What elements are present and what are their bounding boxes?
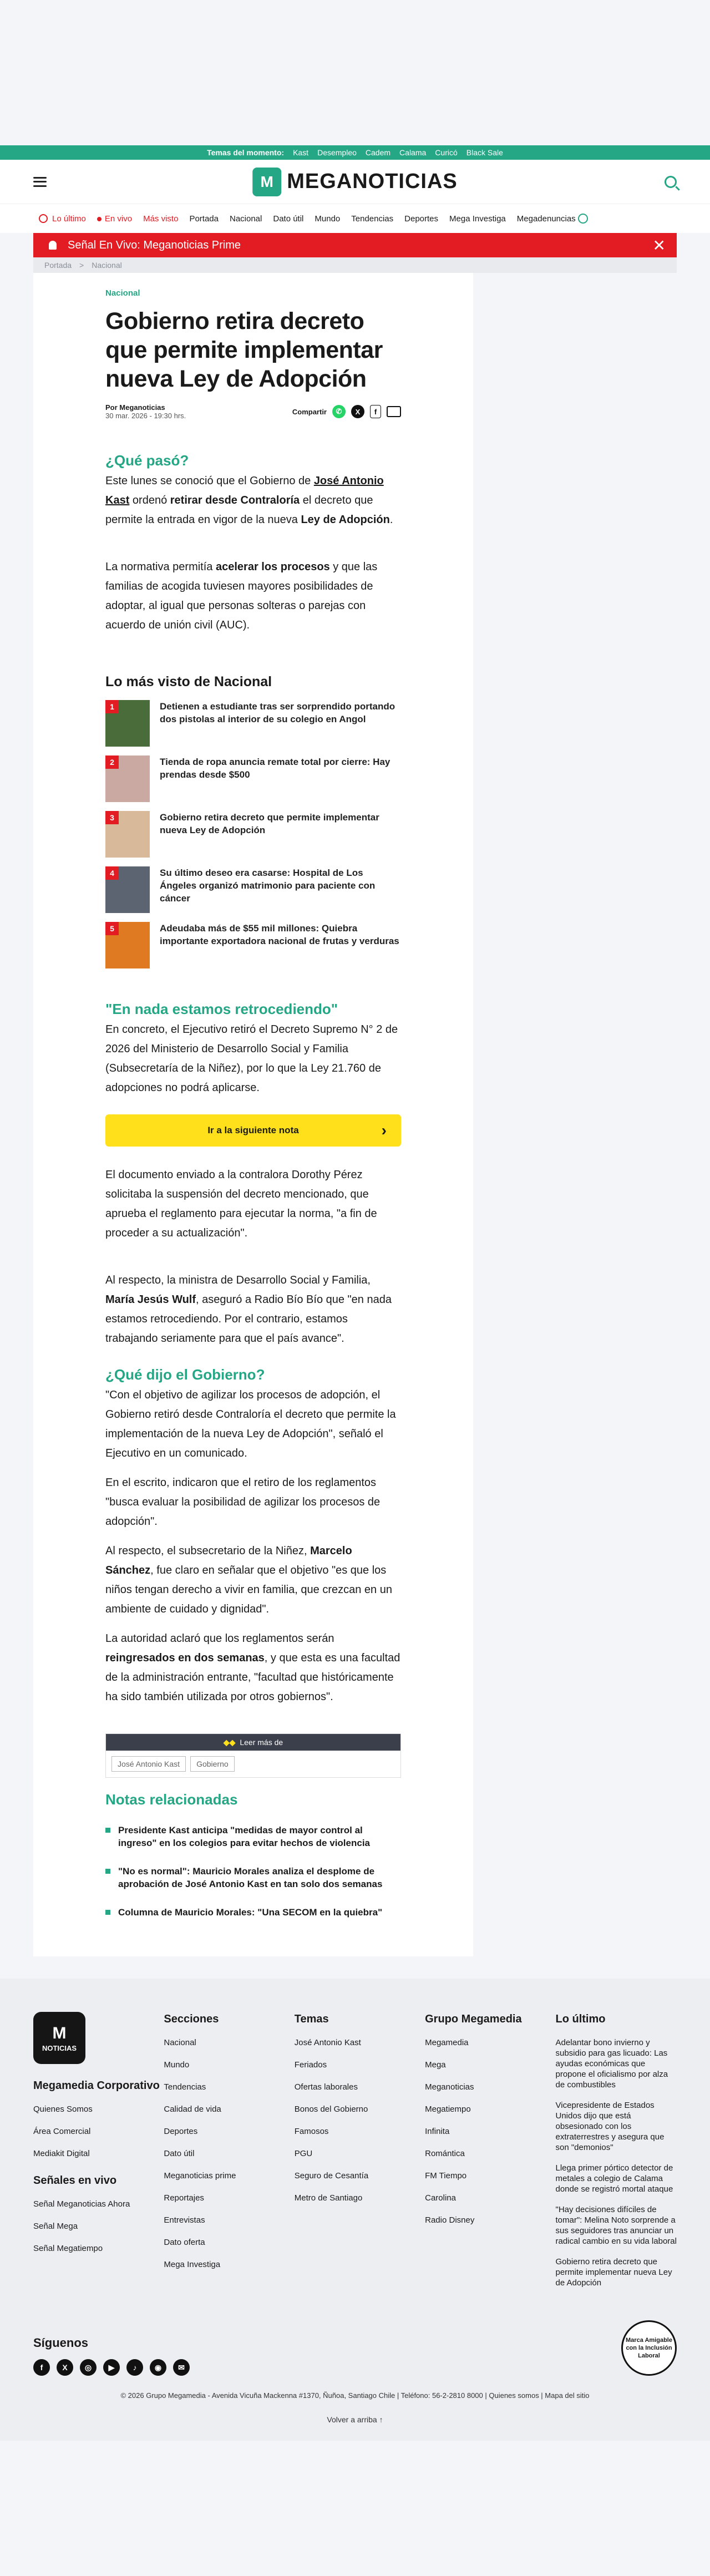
live-signal-bar[interactable] [33,233,677,257]
footer-link[interactable]: Calidad de vida [164,2105,221,2114]
related-notes [105,1791,401,1919]
paragraph: Al respecto, la ministra de Desarrollo Social y Familia, María Jesús Wulf, aseguró a Radio Bío Bío que "en nada estamos retrocediendo. Por el contrario, estamos trabajando seriamente para que el país avance". [105,1274,392,1345]
logo-text: MEGANOTICIAS [287,170,458,193]
footer-link[interactable]: Ofertas laborales [294,2082,358,2092]
ad-space [0,0,710,145]
inclusion-badge: Marca Amigable con la Inclusión Laboral [621,2320,677,2376]
nav-item-mega-investiga[interactable]: Mega Investiga [449,214,506,224]
footer-link[interactable]: Bonos del Gobierno [294,2105,368,2114]
footer-link[interactable]: José Antonio Kast [294,2038,361,2047]
footer-link[interactable]: Infinita [425,2127,450,2136]
footer-link[interactable]: Meganoticias prime [164,2171,236,2181]
thumbnail-image [105,811,150,858]
trending-label: Temas del momento: [207,148,285,157]
footer-copyright: © 2026 Grupo Megamedia - Avenida Vicuña Mackenna #1370, Ñuñoa, Santiago Chile | Teléfono: 56-2-2810 8000 | Quienes somos | Mapa del sitio [120,2391,590,2400]
footer-link[interactable]: Gobierno retira decreto que permite implementar nueva Ley de Adopción [555,2257,672,2288]
footer-link[interactable]: Dato oferta [164,2238,205,2247]
footer-link[interactable]: PGU [294,2149,313,2158]
section-tag[interactable]: Nacional [105,288,140,298]
breadcrumb-home[interactable]: Portada [44,261,72,270]
paragraph: En el escrito, indicaron que el retiro de los reglamentos "busca evaluar la posibilidad de agilizar los procesos de adopción". [105,1477,381,1528]
related-title: Notas relacionadas [105,1791,238,1808]
paragraph: Al respecto, el subsecretario de la Niñez, Marcelo Sánchez, fue claro en señalar que el objetivo "es que los niños tengan derecho a vivir en familia, que crezcan en un ambiente de cuidado y dignidad". [105,1545,392,1615]
read-more-label: Leer más de [240,1738,283,1747]
nav-item-megadenuncias[interactable]: Megadenuncias [517,214,588,224]
rank-badge: 1 [105,700,119,713]
tiktok-icon[interactable]: ♪ [126,2359,143,2376]
footer-link[interactable]: Llega primer pórtico detector de metales a colegio de Calama donde se registró mortal ataque [555,2163,673,2194]
share-bar [292,405,401,418]
next-article-button[interactable]: Ir a la siguiente nota › [105,1114,401,1147]
nav-item-mas-visto[interactable]: Más visto [143,214,179,224]
most-viewed-title-text: Adeudaba más de $55 mil millones: Quiebra importante exportadora nacional de frutas y verduras [160,923,399,946]
link-jose-antonio-kast[interactable]: José Antonio Kast [105,475,384,506]
trending-item[interactable]: Curicó [435,148,458,157]
nav-item-deportes[interactable]: Deportes [404,214,439,224]
footer-link[interactable]: Señal Mega [33,2222,78,2231]
search-icon[interactable] [665,176,677,188]
trending-item[interactable]: Kast [293,148,309,157]
bell-icon [49,241,57,250]
most-viewed-item[interactable] [105,811,401,858]
footer-link[interactable]: "Hay decisiones difíciles de tomar": Melina Noto sorprende a sus seguidores tras anunciar un radical cambio en su vida laboral [555,2205,677,2246]
footer-link[interactable]: Entrevistas [164,2215,205,2225]
related-item[interactable]: Columna de Mauricio Morales: "Una SECOM en la quiebra" [105,1906,401,1919]
footer-link[interactable]: Mediakit Digital [33,2149,90,2158]
chevron-right-icon: › [381,1122,387,1139]
whatsapp-share-icon[interactable]: ✆ [332,405,346,418]
rank-badge: 2 [105,755,119,769]
footer-link[interactable]: Señal Meganoticias Ahora [33,2199,130,2209]
footer-link[interactable]: Metro de Santiago [294,2193,363,2203]
footer-link[interactable]: Tendencias [164,2082,206,2092]
nav-item-nacional[interactable]: Nacional [229,214,262,224]
facebook-icon[interactable]: f [33,2359,50,2376]
follow-title: Síguenos [33,2336,89,2350]
most-viewed-title-text: Gobierno retira decreto que permite implementar nueva Ley de Adopción [160,812,379,835]
article-title: Gobierno retira decreto que permite implementar nueva Ley de Adopción [105,308,383,392]
nav-item-mundo[interactable]: Mundo [315,214,341,224]
live-signal-text: Señal En Vivo: Meganoticias Prime [68,239,241,251]
rank-badge: 3 [105,811,119,824]
nav-item-tendencias[interactable]: Tendencias [351,214,394,224]
footer-link[interactable]: FM Tiempo [425,2171,467,2181]
related-item[interactable]: Presidente Kast anticipa "medidas de mayor control al ingreso" en los colegios para evitar hechos de violencia [105,1824,401,1849]
facebook-share-icon[interactable]: f [370,405,381,418]
footer-link[interactable]: Reportajes [164,2193,204,2203]
footer-group-title: Grupo Megamedia [425,2013,522,2025]
most-viewed-item[interactable] [105,700,401,747]
trending-bar [0,145,710,160]
trending-item[interactable]: Cadem [365,148,391,157]
menu-icon[interactable] [33,177,47,187]
footer-link[interactable]: Radio Disney [425,2215,475,2225]
most-viewed-item[interactable] [105,866,401,913]
thumbnail-image [105,922,150,968]
site-logo[interactable] [252,168,458,196]
x-share-icon[interactable]: X [351,405,364,418]
article [33,273,473,1956]
newsletter-icon[interactable]: ✉ [173,2359,190,2376]
paragraph: Este lunes se conoció que el Gobierno de José Antonio Kast ordenó retirar desde Contraloría el decreto que permite la entrada en vigor de la nueva Ley de Adopción. [105,475,393,526]
footer-link[interactable]: Señal Megatiempo [33,2244,103,2253]
footer-link[interactable]: Dato útil [164,2149,195,2158]
footer-link[interactable]: Megamedia [425,2038,469,2047]
rank-badge: 5 [105,922,119,935]
thumbnail-image [105,755,150,802]
main-nav [0,204,710,233]
footer-link[interactable]: Famosos [294,2127,329,2136]
footer-link[interactable]: Quienes Somos [33,2105,93,2114]
live-dot-icon [97,217,102,221]
most-viewed-item[interactable] [105,922,401,968]
footer-link[interactable]: Nacional [164,2038,196,2047]
most-viewed-title: Lo más visto de Nacional [105,674,272,689]
trending-item[interactable]: Black Sale [466,148,503,157]
paragraph: La autoridad aclaró que los reglamentos serán reingresados en dos semanas, y que esta es una facultad de la administración entrante, "facultad que históricamente ha sido también utilizada por otros gobiernos". [105,1632,400,1703]
breadcrumb [33,257,677,273]
footer-link[interactable]: Feriados [294,2060,327,2070]
site-footer [0,1979,710,2441]
footer-link[interactable]: Mundo [164,2060,190,2070]
nav-live[interactable]: En vivo [97,214,132,224]
mega-logo-icon: ◆◆ [223,1737,236,1747]
footer-link[interactable]: Vicepresidente de Estados Unidos dijo que está obsesionado con los extraterrestres y asegura que son "demonios" [555,2101,665,2152]
share-label: Compartir [292,407,327,416]
nav-latest[interactable]: Lo último [39,214,86,224]
trending-item[interactable]: Calama [399,148,427,157]
most-viewed-title-text: Detienen a estudiante tras ser sorprendido portando dos pistolas al interior de su colegio en Angol [160,701,395,724]
most-viewed-title-text: Su último deseo era casarse: Hospital de Los Ángeles organizó matrimonio para paciente con cáncer [160,868,376,904]
most-viewed [105,674,401,968]
footer-live-title: Señales en vivo [33,2174,117,2187]
instagram-icon[interactable]: ◎ [80,2359,97,2376]
subheading-nada: "En nada estamos retrocediendo" [105,1001,338,1017]
paragraph: El documento enviado a la contralora Dorothy Pérez solicitaba la suspensión del decreto mencionado, que aprueba el reglamento para ejecutar la norma, "a fin de proceder a su actualización". [105,1169,377,1239]
footer-link[interactable]: Adelantar bono invierno y subsidio para gas licuado: Las ayudas económicas que propone el oficialismo por alza de combustibles [555,2038,668,2090]
email-share-icon[interactable] [387,406,401,417]
site-header [0,160,710,204]
nav-item-dato-util[interactable]: Dato útil [273,214,304,224]
logo-mark: M [252,168,281,196]
footer-link[interactable]: Carolina [425,2193,456,2203]
tag-jose-antonio-kast[interactable]: José Antonio Kast [111,1756,186,1772]
footer-link[interactable]: Mega Investiga [164,2260,221,2269]
paragraph: En concreto, el Ejecutivo retiró el Decreto Supremo N° 2 de 2026 del Ministerio de Desarrollo Social y Familia (Subsecretaría de la Niñez), por lo que la Ley 21.760 de adopciones no podrá aplicarse. [105,1023,398,1094]
nav-item-portada[interactable]: Portada [189,214,219,224]
footer-sections-title: Secciones [164,2013,219,2025]
footer-link[interactable]: Mega [425,2060,446,2070]
breadcrumb-current[interactable]: Nacional [92,261,122,270]
author: Por Meganoticias [105,403,165,412]
clock-icon [39,214,48,223]
youtube-icon[interactable]: ▶ [103,2359,120,2376]
x-icon[interactable]: X [57,2359,73,2376]
back-to-top-link[interactable]: Volver a arriba ↑ [327,2415,383,2424]
whatsapp-icon [578,214,588,224]
footer-link[interactable]: Megatiempo [425,2105,471,2114]
breadcrumb-separator: > [79,261,84,270]
subheading-gobierno: ¿Qué dijo el Gobierno? [105,1366,265,1383]
trending-item[interactable]: Desempleo [317,148,357,157]
footer-link[interactable]: Romántica [425,2149,465,2158]
paragraph: La normativa permitía acelerar los procesos y que las familias de acogida tuviesen mayores posibilidades de adoptar, al igual que personas solteras o parejas con acuerdo de unión civil (AUC). [105,561,378,631]
thumbnail-image [105,866,150,913]
related-item[interactable]: "No es normal": Mauricio Morales analiza el desplome de aprobación de José Antonio Kast en tan solo dos semanas [105,1865,401,1890]
footer-latest-title: Lo último [555,2013,606,2025]
footer-link[interactable]: Área Comercial [33,2127,91,2136]
most-viewed-item[interactable] [105,755,401,802]
rank-badge: 4 [105,866,119,880]
most-viewed-title-text: Tienda de ropa anuncia remate total por cierre: Hay prendas desde $500 [160,757,390,780]
publish-date: 30 mar. 2026 - 19:30 hrs. [105,412,186,420]
byline [105,403,401,420]
subheading-que-paso: ¿Qué pasó? [105,452,189,469]
tag-gobierno[interactable]: Gobierno [190,1756,235,1772]
footer-logo[interactable]: M NOTICIAS [33,2012,85,2064]
paragraph: "Con el objetivo de agilizar los procesos de adopción, el Gobierno retiró desde Contraloría el decreto que permite la implementación de la nueva Ley de Adopción", señaló el Ejecutivo en un comunicado. [105,1389,396,1459]
footer-link[interactable]: Meganoticias [425,2082,474,2092]
footer-corp-title: Megamedia Corporativo [33,2080,160,2092]
close-icon[interactable]: ✕ [652,236,666,254]
read-more-box [105,1733,401,1778]
footer-link[interactable]: Seguro de Cesantía [294,2171,369,2181]
thumbnail-image [105,700,150,747]
sidebar-space [473,273,677,1956]
footer-topics-title: Temas [294,2013,329,2025]
footer-link[interactable]: Deportes [164,2127,198,2136]
spotify-icon[interactable]: ◉ [150,2359,166,2376]
